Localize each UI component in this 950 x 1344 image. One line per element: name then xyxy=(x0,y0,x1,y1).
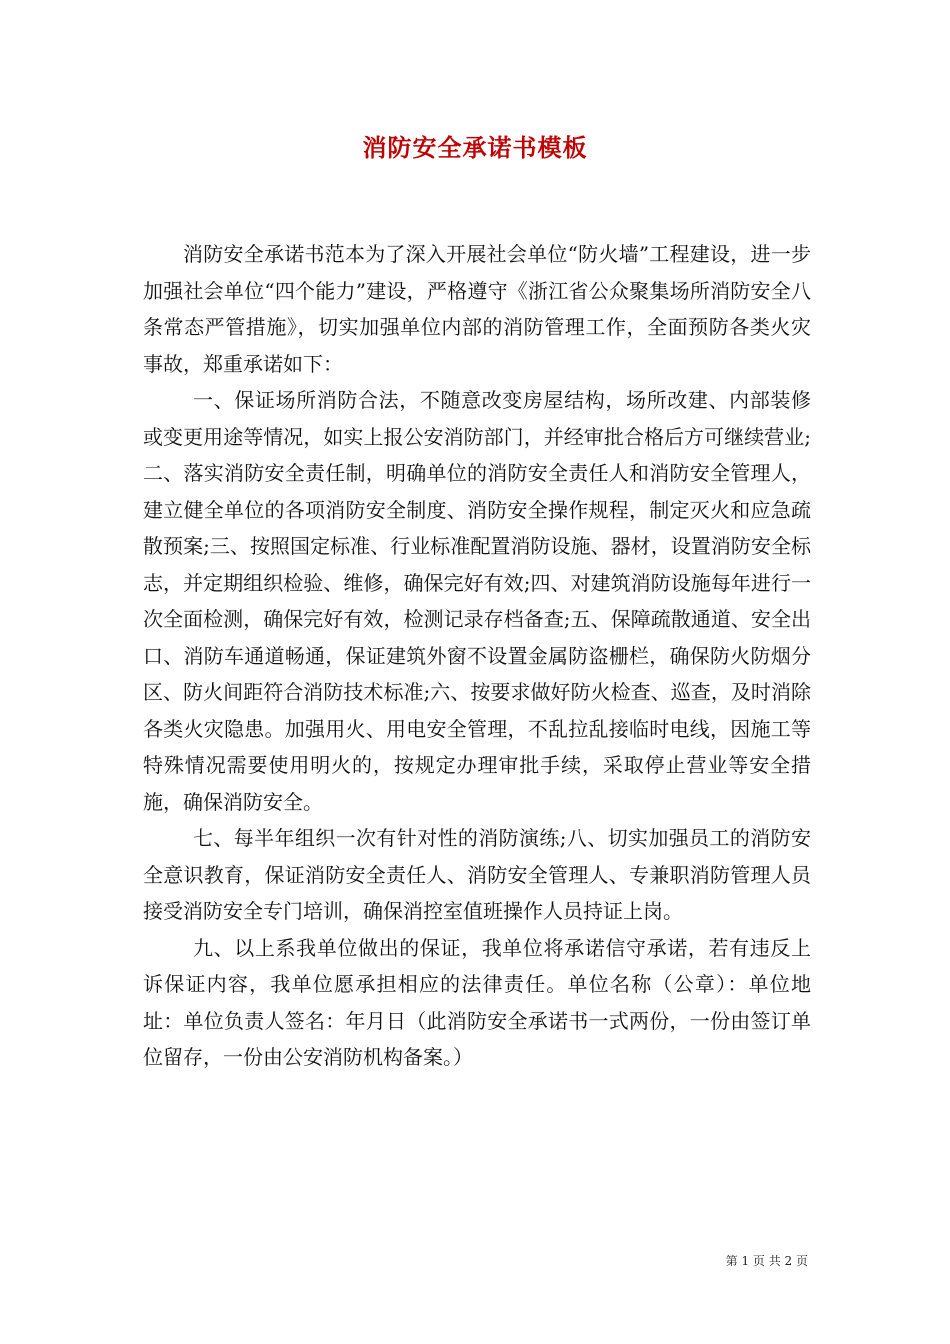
document-title: 消防安全承诺书模板 xyxy=(362,133,588,162)
clauses-paragraph-7-8: 七、每半年组织一次有针对性的消防演练;八、切实加强员工的消防安全意识教育，保证消防安全责任人、消防安全管理人、专兼职消防管理人员接受消防安全专门培训，确保消控室值班操作人员持证上岗。 xyxy=(143,826,811,923)
clause-paragraph-9: 九、以上系我单位做出的保证，我单位将承诺信守承诺，若有违反上诉保证内容，我单位愿承担相应的法律责任。单位名称（公章）：单位地址：单位负责人签名：年月日（此消防安全承诺书一式两份，一份由签订单位留存，一份由公安消防机构备案。） xyxy=(143,935,811,1069)
intro-paragraph: 消防安全承诺书范本为了深入开展社会单位“防火墙”工程建设，进一步加强社会单位“四个能力”建设，严格遵守《浙江省公众聚集场所消防安全八条常态严管措施》，切实加强单位内部的消防管理工作，全面预防各类火灾事故，郑重承诺如下： xyxy=(143,242,811,376)
clauses-paragraph-1-6: 一、保证场所消防合法，不随意改变房屋结构，场所改建、内部装修或变更用途等情况，如实上报公安消防部门，并经审批合格后方可继续营业;二、落实消防安全责任制，明确单位的消防安全责任人和消防安全管理人，建立健全单位的各项消防安全制度、消防安全操作规程，制定灭火和应急疏散预案;三、按照国定标准、行业标准配置消防设施、器材，设置消防安全标志，并定期组织检验、维修，确保完好有效;四、对建筑消防设施每年进行一次全面检测，确保完好有效，检测记录存档备查;五、保障疏散通道、安全出口、消防车通道畅通，保证建筑外窗不设置金属防盗栅栏，确保防火防烟分区、防火间距符合消防技术标准;六、按要求做好防火检查、巡查，及时消除各类火灾隐患。加强用火、用电安全管理，不乱拉乱接临时电线，因施工等特殊情况需要使用明火的，按规定办理审批手续，采取停止营业等安全措施，确保消防安全。 xyxy=(143,388,811,814)
document-body xyxy=(143,236,811,1076)
page-number: 第 1 页 共 2 页 xyxy=(725,1254,808,1268)
